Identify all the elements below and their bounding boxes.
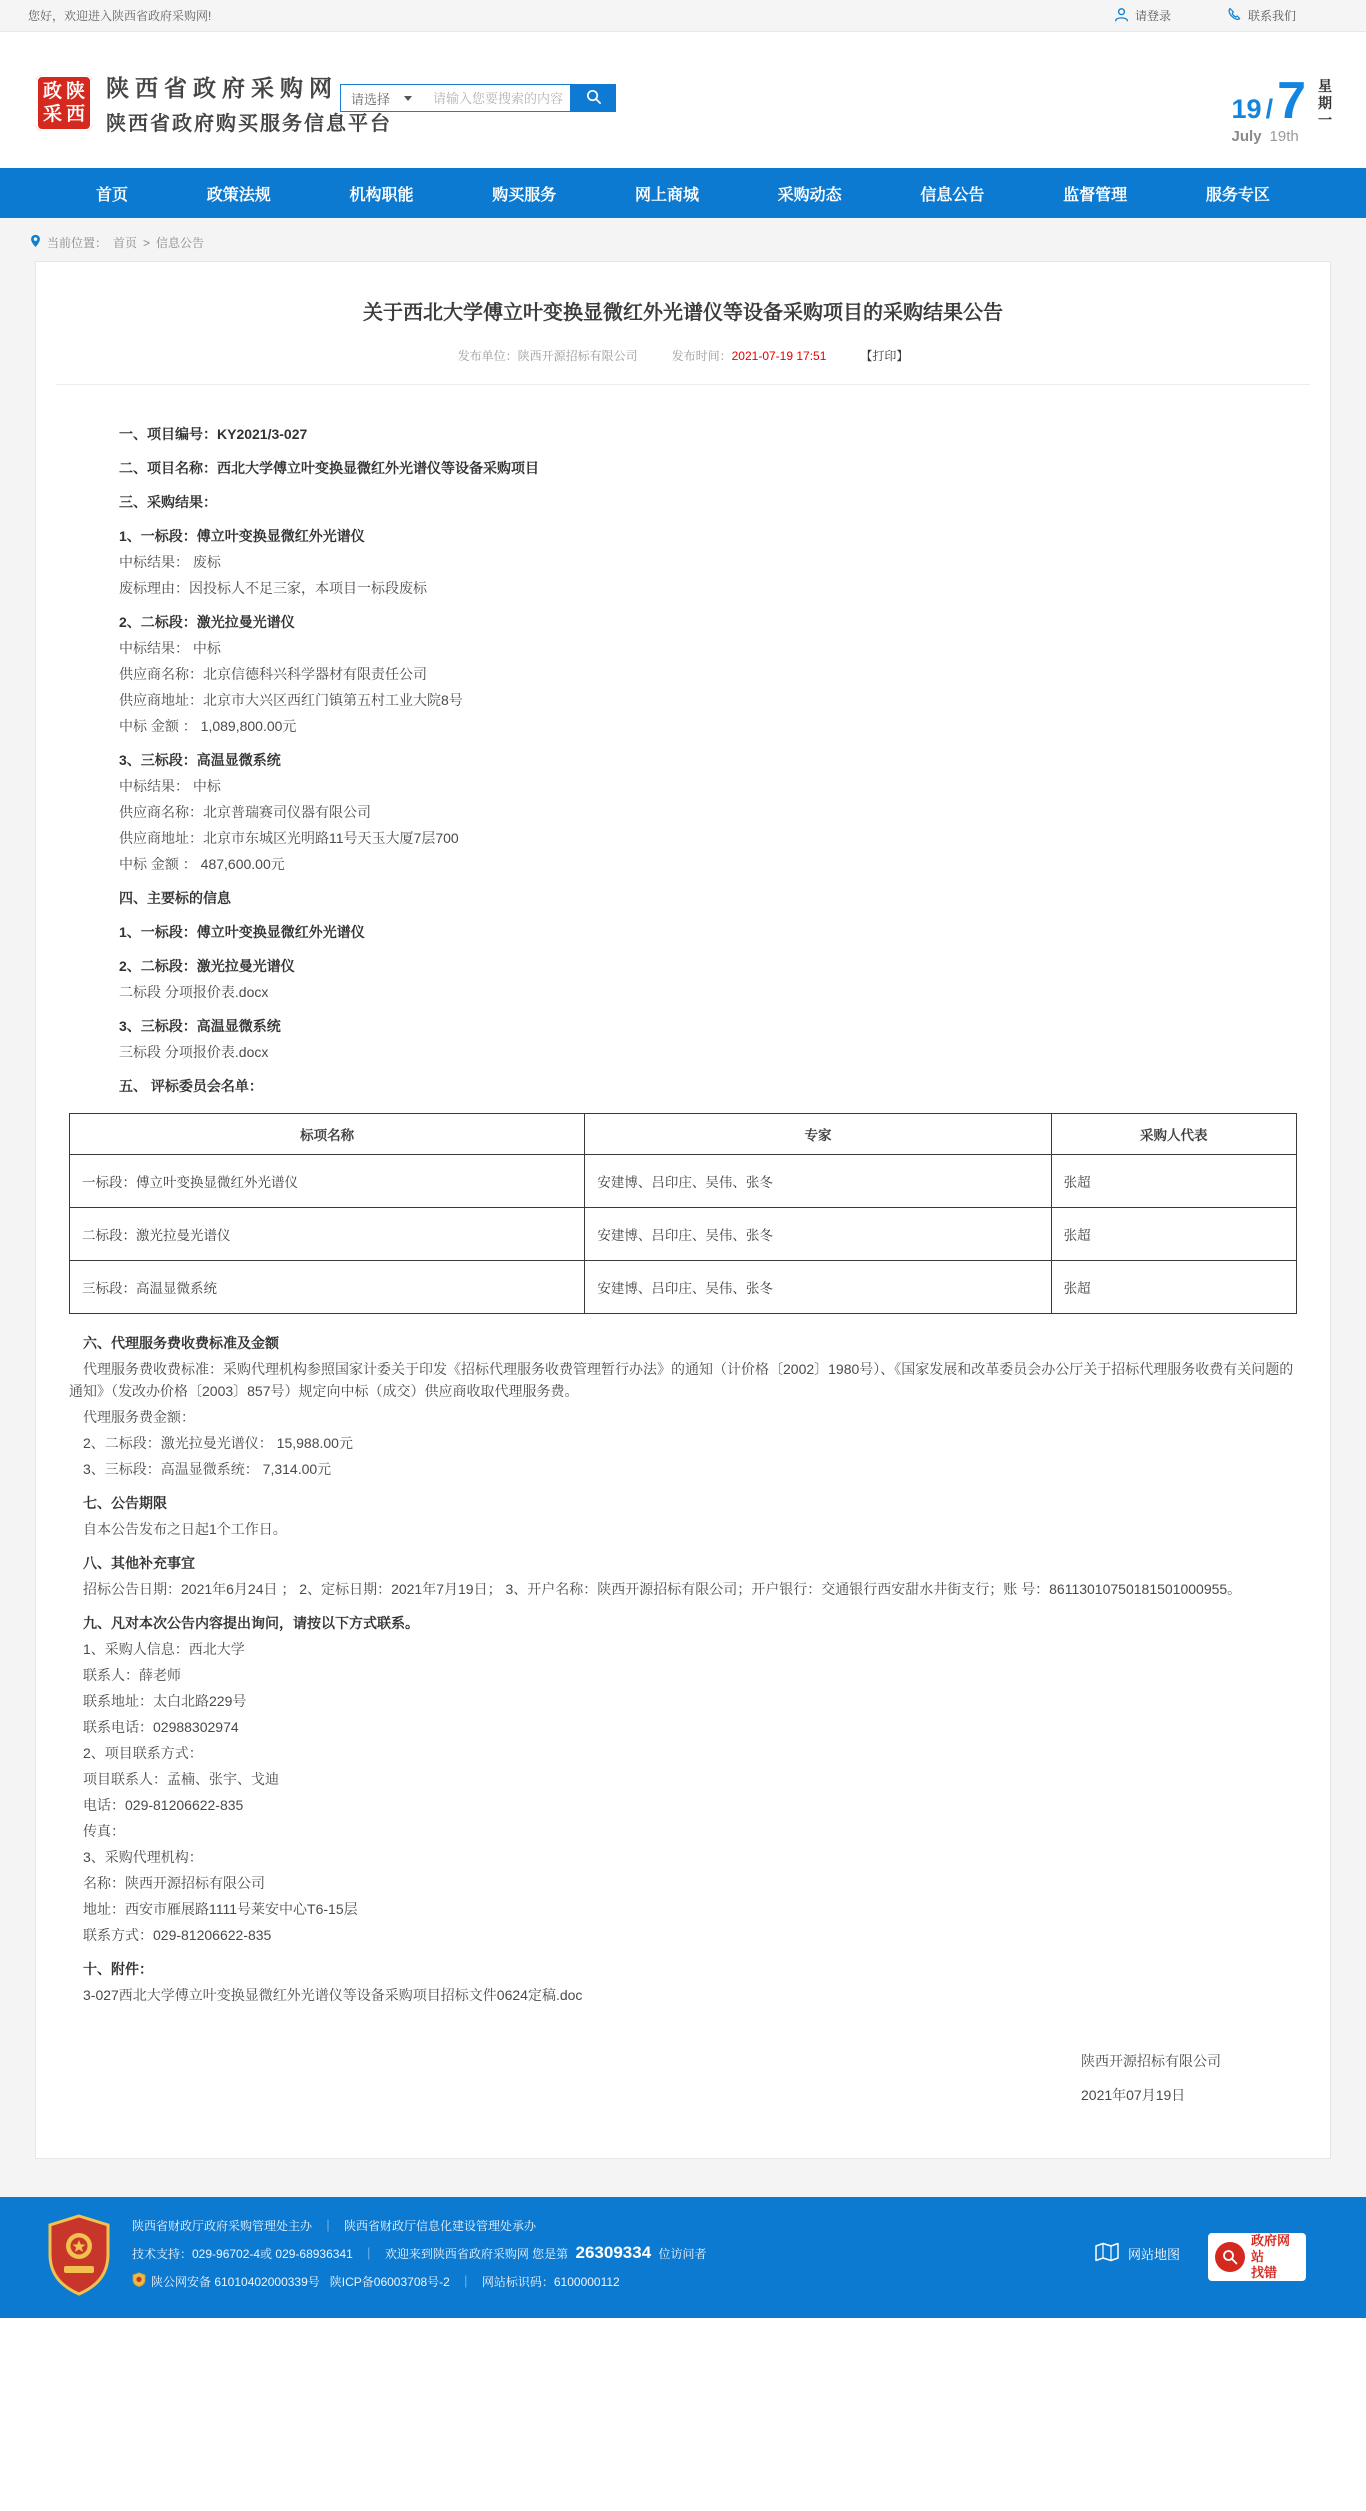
footer-separator: ｜ [459,2274,472,2289]
site-identifier-code: 网站标识码：6100000112 [481,2274,620,2289]
date-day: 19 [1231,94,1262,124]
publish-time-value: 2021-07-19 17:51 [731,349,827,363]
footer-separator: ｜ [362,2246,375,2261]
weekday-char: 一 [1318,112,1332,128]
site-header [0,32,1366,168]
seal-logo-icon [36,75,92,131]
section-heading: 六、代理服务费收费标准及金额 [83,1335,279,1351]
nav-item[interactable]: 购买服务 [492,186,557,204]
table-cell: 张超 [1051,1208,1296,1261]
table-row [70,1155,1297,1208]
footer-sponsor-left: 陕西省财政厅政府采购管理处主办 [132,2219,313,2233]
publisher-text: 发布单位：陕西开源招标有限公司 [457,349,638,363]
signature-date: 2021年07月19日 [1081,2087,1186,2103]
search-category-select[interactable] [341,89,433,108]
search-category-label: 请选择 [351,91,391,107]
location-pin-icon [30,234,41,251]
signature-company: 陕西开源招标有限公司 [1081,2053,1221,2069]
welcome-text: 您好，欢迎进入陕西省政府采购网! [28,9,212,23]
nav-item[interactable]: 网上商城 [634,186,699,204]
date-day-en: 19th [1269,128,1299,145]
table-cell: 张超 [1051,1261,1296,1314]
section-heading: 1、一标段：傅立叶变换显微红外光谱仪 [119,924,365,940]
search-input[interactable] [433,91,570,106]
contact-label: 联系我们 [1247,9,1296,23]
footer-beian-line [132,2272,707,2290]
footer-tech-support: 技术支持：029-96702-4或 029-68936341 [132,2246,353,2261]
body-line: 中标结果： 中标 [119,640,221,656]
date-weekday [1318,78,1332,145]
body-line: 1、采购人信息：西北大学 [83,1641,245,1657]
date-month-en: July [1231,128,1262,145]
user-icon [1114,7,1129,25]
body-line: 中标结果： 中标 [119,778,221,794]
table-cell: 安建博、吕印庄、吴伟、张冬 [585,1261,1051,1314]
top-utility-bar [0,0,1366,32]
seal-char: 采 [42,104,62,125]
body-line: 代理服务费金额： [83,1409,195,1425]
nav-item[interactable]: 采购动态 [777,186,842,204]
breadcrumb-label: 当前位置： [47,236,108,250]
nav-item[interactable]: 政策法规 [206,186,271,204]
icp-beian-link[interactable]: 陕ICP备06003708号-2 [329,2274,450,2289]
section-heading: 一、项目编号：KY2021/3-027 [119,426,308,442]
breadcrumb-separator: > [143,235,151,250]
police-beian-link[interactable] [132,2272,320,2290]
seal-char: 政 [42,81,62,102]
section-heading: 十、附件： [83,1961,153,1977]
table-cell: 安建博、吕印庄、吴伟、张冬 [585,1208,1051,1261]
body-line: 废标理由：因投标人不足三家，本项目一标段废标 [119,580,427,596]
police-beian-text: 陕公网安备 61010402000339号 [151,2274,320,2289]
attachment-link[interactable]: 三标段 分项报价表.docx [119,1044,269,1060]
body-line: 联系地址：太白北路229号 [83,1693,247,1709]
section-heading: 二、项目名称：西北大学傅立叶变换显微红外光谱仪等设备采购项目 [119,460,539,476]
login-label: 请登录 [1134,9,1171,23]
table-header-cell: 采购人代表 [1051,1114,1296,1155]
map-icon [1094,2241,1120,2266]
date-slash: / [1265,94,1274,124]
section-heading: 3、三标段：高温显微系统 [119,752,281,768]
table-cell: 安建博、吕印庄、吴伟、张冬 [585,1155,1051,1208]
body-line: 地址：西安市雁展路1111号莱安中心T6-15层 [83,1901,358,1917]
seal-char: 陕 [65,81,85,102]
attachment-link[interactable]: 3-027西北大学傅立叶变换显微红外光谱仪等设备采购项目招标文件0624定稿.doc [83,1987,583,2003]
print-button[interactable]: 【打印】 [860,349,909,363]
chevron-down-icon [404,96,412,101]
article-meta [56,347,1310,364]
nav-item[interactable]: 监督管理 [1063,186,1128,204]
breadcrumb-home-link[interactable]: 首页 [113,236,138,250]
body-line: 供应商名称：北京普瑞赛司仪器有限公司 [119,804,371,820]
body-line: 项目联系人：孟楠、张宇、戈迪 [83,1771,279,1787]
table-header-cell: 标项名称 [70,1114,585,1155]
search-box [340,84,616,112]
error-badge-line1: 政府网站 [1251,2233,1291,2264]
body-line: 中标结果： 废标 [119,554,221,570]
article-header [56,262,1310,385]
breadcrumb [0,228,1366,261]
footer-welcome-text: 欢迎来到陕西省政府采购网 您是第 [384,2247,569,2261]
table-cell: 二标段：激光拉曼光谱仪 [70,1208,585,1261]
body-line: 2、项目联系方式： [83,1745,203,1761]
publish-time [672,347,827,364]
body-line: 传真： [83,1823,125,1839]
body-line: 电话：029-81206622-835 [83,1797,244,1813]
footer-sponsor-right: 陕西省财政厅信息化建设管理处承办 [344,2219,537,2233]
section-heading: 2、二标段：激光拉曼光谱仪 [119,958,295,974]
table-cell: 张超 [1051,1155,1296,1208]
sitemap-link[interactable] [1094,2241,1180,2266]
error-finder-icon [1215,2242,1245,2272]
footer-visitor-text [385,2243,707,2263]
table-cell: 三标段：高温显微系统 [70,1261,585,1314]
section-heading: 五、 评标委员会名单： [119,1078,263,1094]
body-line: 联系人：薛老师 [83,1667,181,1683]
publish-time-label: 发布时间： [671,349,732,363]
attachment-link[interactable]: 二标段 分项报价表.docx [119,984,269,1000]
body-line: 供应商地址：北京市东城区光明路11号天玉大厦7层700 [119,830,459,846]
finance-emblem-icon [46,2214,112,2301]
table-row [70,1208,1297,1261]
footer-separator: ｜ [322,2219,335,2233]
section-heading: 四、主要标的信息 [119,890,231,906]
contact-link[interactable] [1227,7,1296,25]
search-button[interactable] [570,84,616,112]
nav-item[interactable]: 机构职能 [349,186,414,204]
body-line: 联系电话：02988302974 [83,1719,239,1735]
footer-visitor-suffix: 位访问者 [658,2247,707,2261]
site-subtitle: 陕西省政府购买服务信息平台 [106,113,392,135]
phone-icon [1227,7,1242,25]
police-badge-icon [132,2272,146,2290]
error-badge-line2: 找错 [1251,2265,1278,2280]
body-line: 供应商名称：北京信德科兴科学器材有限责任公司 [119,666,427,682]
seal-char: 西 [65,104,85,125]
site-footer [0,2197,1366,2318]
weekday-char: 星 [1318,78,1332,94]
table-row [70,1261,1297,1314]
body-line: 自本公告发布之日起1个工作日。 [83,1521,287,1537]
login-link[interactable] [1114,7,1171,25]
body-line: 供应商地址：北京市大兴区西红门镇第五村工业大院8号 [119,692,463,708]
page-title: 关于西北大学傅立叶变换显微红外光谱仪等设备采购项目的采购结果公告 [363,302,1003,324]
sitemap-label: 网站地图 [1127,2247,1180,2262]
search-icon [585,88,602,108]
table-cell: 一标段：傅立叶变换显微红外光谱仪 [70,1155,585,1208]
date-widget [1231,72,1332,145]
article-body [36,385,1330,2158]
page-body [0,218,1366,2197]
section-heading: 2、二标段：激光拉曼光谱仪 [119,614,295,630]
body-line: 3、采购代理机构： [83,1849,203,1865]
section-heading: 1、一标段：傅立叶变换显微红外光谱仪 [119,528,365,544]
body-line: 招标公告日期：2021年6月24日 ； 2、定标日期：2021年7月19日； 3、开户名称：陕西开源招标有限公司；开户银行：交通银行西安甜水井街支行；账 号：86113010750181501000955。 [83,1581,1242,1597]
table-header-cell: 专家 [585,1114,1051,1155]
breadcrumb-current: 信息公告 [156,236,205,250]
section-heading: 三、采购结果： [119,494,217,510]
main-nav [0,168,1366,218]
site-logo[interactable] [36,70,392,136]
nav-item[interactable]: 信息公告 [920,186,985,204]
body-line: 代理服务费收费标准：采购代理机构参照国家计委关于印发《招标代理服务收费管理暂行办法》的通知（计价格〔2002〕1980号）、《国家发展和改革委员会办公厅关于招标代理服务收费有关问题的通知》（发改办价格〔2003〕857号）规定向中标（成交）供应商收取代理服务费。 [69,1361,1294,1399]
footer-sponsor-line [132,2217,707,2234]
gov-site-error-report-badge[interactable] [1208,2233,1306,2281]
section-heading: 九、凡对本次公告内容提出询问，请按以下方式联系。 [83,1615,419,1631]
nav-item[interactable]: 首页 [96,186,129,204]
evaluation-committee-table [69,1113,1297,1314]
section-heading: 七、公告期限 [83,1495,167,1511]
body-line: 中标 金额 ： 487,600.00元 [119,856,285,872]
nav-item[interactable]: 服务专区 [1205,186,1270,204]
body-line: 中标 金额 ： 1,089,800.00元 [119,718,297,734]
body-line: 2、二标段：激光拉曼光谱仪： 15,988.00元 [83,1435,353,1451]
site-title: 陕西省政府采购网 [106,75,338,101]
weekday-char: 期 [1318,95,1332,111]
body-line: 联系方式：029-81206622-835 [83,1927,272,1943]
section-heading: 八、其他补充事宜 [83,1555,195,1571]
body-line: 3、三标段：高温显微系统： 7,314.00元 [83,1461,332,1477]
visitor-count: 26309334 [575,2243,652,2262]
date-month-number: 7 [1277,72,1306,130]
section-heading: 3、三标段：高温显微系统 [119,1018,281,1034]
footer-support-line [132,2243,707,2263]
announcement-card [35,261,1331,2159]
signature-block [1081,2046,1241,2110]
body-line: 名称：陕西开源招标有限公司 [83,1875,265,1891]
